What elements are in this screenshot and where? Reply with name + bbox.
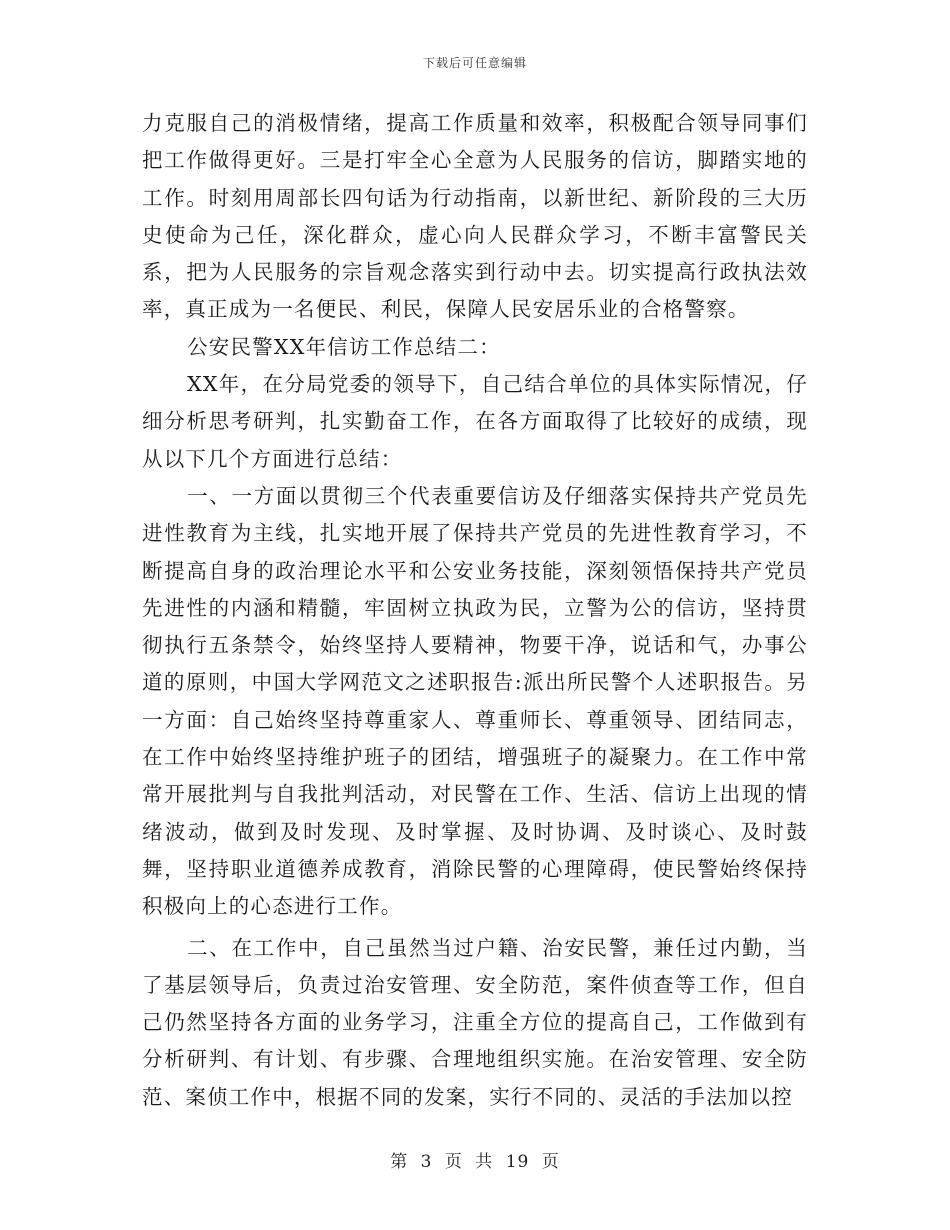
page-number: 第 3 页 共 19 页 bbox=[390, 1152, 560, 1172]
document-body bbox=[142, 105, 808, 1116]
paragraph-point-one: 一、一方面以贯彻三个代表重要信访及仔细落实保持共产党员先进性教育为主线，扎实地开展了保持共产党员的先进性教育学习，不断提高自身的政治理论水平和公安业务技能，深刻领悟保持共产党员先进性的内涵和精髓，牢固树立执政为民，立警为公的信访，坚持贯彻执行五条禁令，始终坚持人要精神，物要干净，说话和气，办事公道的原则，中国大学网范文之述职报告:派出所民警个人述职报告。另一方面：自己始终坚持尊重家人、尊重师长、尊重领导、团结同志，在工作中始终坚持维护班子的团结，增强班子的凝聚力。在工作中常常开展批判与自我批判活动，对民警在工作、生活、信访上出现的情绪波动，做到及时发现、及时掌握、及时协调、及时谈心、及时鼓舞，坚持职业道德养成教育，消除民警的心理障碍，使民警始终保持积极向上的心态进行工作。 bbox=[142, 483, 808, 919]
section-heading: 公安民警XX年信访工作总结二： bbox=[187, 334, 501, 359]
paragraph-intro: XX年，在分局党委的领导下，自己结合单位的具体实际情况，仔细分析思考研判，扎实勤奋工作，在各方面取得了比较好的成绩，现从以下几个方面进行总结： bbox=[142, 372, 808, 471]
paragraph-continuation: 力克服自己的消极情绪，提高工作质量和效率，积极配合领导同事们把工作做得更好。三是打牢全心全意为人民服务的信访，脚踏实地的工作。时刻用周部长四句话为行动指南，以新世纪、新阶段的三大历史使命为己任，深化群众，虚心向人民群众学习，不断丰富警民关系，把为人民服务的宗旨观念落实到行动中去。切实提高行政执法效率，真正成为一名便民、利民，保障人民安居乐业的合格警察。 bbox=[142, 111, 808, 322]
paragraph-point-two: 二、在工作中，自己虽然当过户籍、治安民警，兼任过内勤，当了基层领导后，负责过治安管理、安全防范，案件侦查等工作，但自己仍然坚持各方面的业务学习，注重全方位的提高自己，工作做到有分析研判、有计划、有步骤、合理地组织实施。在治安管理、安全防范、案侦工作中，根据不同的发案，实行不同的、灵活的手法加以控 bbox=[142, 935, 808, 1109]
header-note: 下载后可任意编辑 bbox=[422, 56, 527, 70]
